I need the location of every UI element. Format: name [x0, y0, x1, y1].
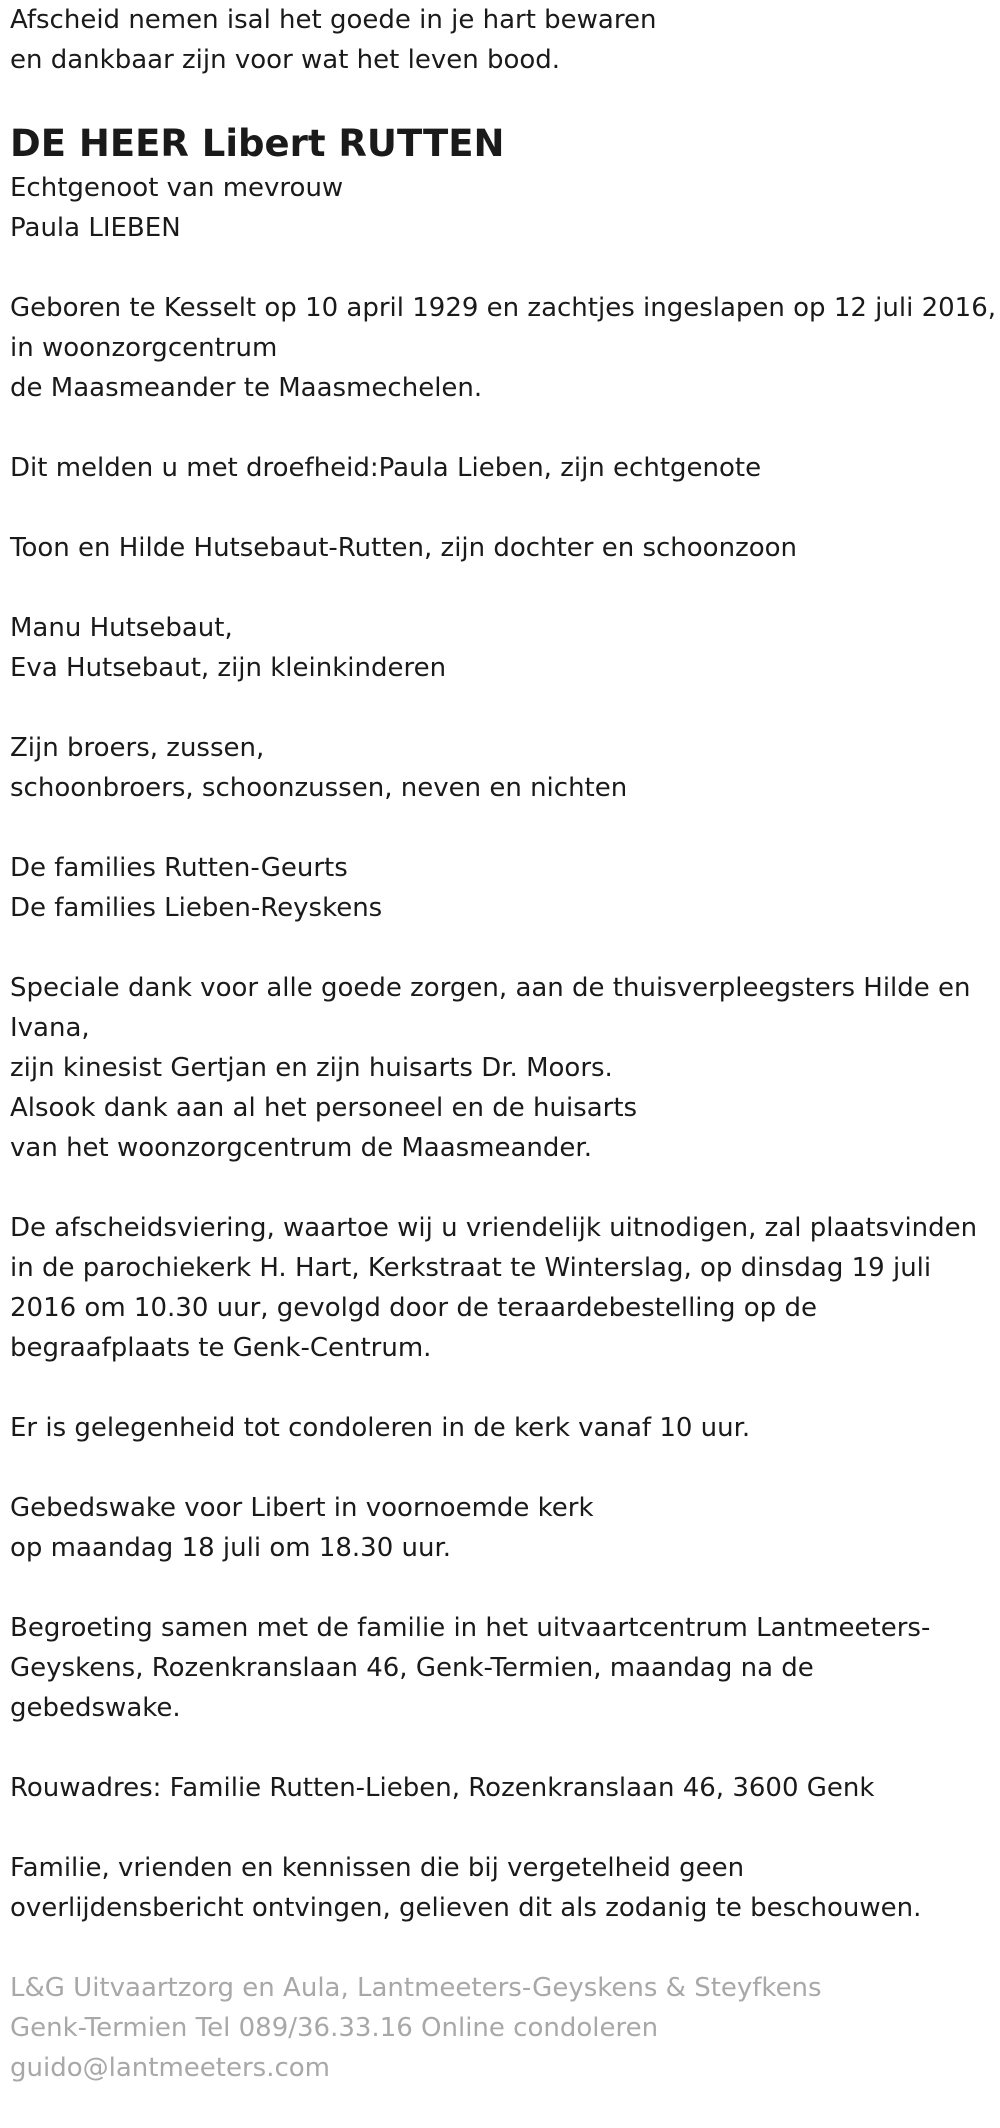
wake-section	[10, 1488, 995, 1568]
families-section	[10, 848, 995, 928]
thanks-line: Speciale dank voor alle goede zorgen, aan de thuisverpleegsters Hilde en	[10, 973, 971, 1003]
obituary-page	[10, 0, 995, 2128]
greeting-section	[10, 1608, 995, 1728]
condolence-section	[10, 1408, 995, 1448]
announcement-line: Dit melden u met droefheid:Paula Lieben, zijn echtgenote	[10, 453, 762, 483]
announcement-section	[10, 448, 995, 488]
greeting-line: Geyskens, Rozenkranslaan 46, Genk-Termien, maandag na de	[10, 1653, 814, 1683]
grandchildren-line: Manu Hutsebaut,	[10, 613, 233, 643]
address-line: Rouwadres: Familie Rutten-Lieben, Rozenkranslaan 46, 3600 Genk	[10, 1773, 875, 1803]
siblings-line: schoonbroers, schoonzussen, neven en nichten	[10, 773, 628, 803]
notice-section	[10, 1848, 995, 1928]
deceased-section	[10, 120, 995, 248]
birth-death-line: Geboren te Kesselt op 10 april 1929 en zachtjes ingeslapen op 12 juli 2016,	[10, 293, 997, 323]
footer-line: L&G Uitvaartzorg en Aula, Lantmeeters-Geyskens & Steyfkens	[10, 1973, 822, 2003]
siblings-section	[10, 728, 995, 808]
address-section	[10, 1768, 995, 1808]
ceremony-line: in de parochiekerk H. Hart, Kerkstraat te Winterslag, op dinsdag 19 juli	[10, 1253, 932, 1283]
grandchildren-line: Eva Hutsebaut, zijn kleinkinderen	[10, 653, 447, 683]
deceased-name: DE HEER Libert RUTTEN	[10, 122, 505, 165]
opening-verse	[10, 0, 995, 80]
wake-line: Gebedswake voor Libert in voornoemde kerk	[10, 1493, 594, 1523]
children-section	[10, 528, 995, 568]
notice-line: Familie, vrienden en kennissen die bij vergetelheid geen	[10, 1853, 745, 1883]
condolence-line: Er is gelegenheid tot condoleren in de kerk vanaf 10 uur.	[10, 1413, 751, 1443]
siblings-line: Zijn broers, zussen,	[10, 733, 265, 763]
ceremony-line: De afscheidsviering, waartoe wij u vriendelijk uitnodigen, zal plaatsvinden	[10, 1213, 978, 1243]
birth-death-line: de Maasmeander te Maasmechelen.	[10, 373, 483, 403]
ceremony-section	[10, 1208, 995, 1368]
birth-death-section	[10, 288, 995, 408]
notice-line: overlijdensbericht ontvingen, gelieven dit als zodanig te beschouwen.	[10, 1893, 922, 1923]
verse-line: en dankbaar zijn voor wat het leven bood.	[10, 45, 561, 75]
families-line: De families Lieben-Reyskens	[10, 893, 383, 923]
ceremony-line: 2016 om 10.30 uur, gevolgd door de teraardebestelling op de	[10, 1293, 817, 1323]
verse-line: Afscheid nemen isal het goede in je hart bewaren	[10, 5, 657, 35]
thanks-section	[10, 968, 995, 1168]
spouse-line: Echtgenoot van mevrouw	[10, 173, 344, 203]
greeting-line: Begroeting samen met de familie in het uitvaartcentrum Lantmeeters-	[10, 1613, 931, 1643]
thanks-line: Ivana,	[10, 1013, 90, 1043]
funeral-home-footer	[10, 1968, 995, 2088]
wake-line: op maandag 18 juli om 18.30 uur.	[10, 1533, 452, 1563]
families-line: De families Rutten-Geurts	[10, 853, 348, 883]
grandchildren-section	[10, 608, 995, 688]
greeting-line: gebedswake.	[10, 1693, 181, 1723]
thanks-line: Alsook dank aan al het personeel en de huisarts	[10, 1093, 638, 1123]
thanks-line: zijn kinesist Gertjan en zijn huisarts Dr. Moors.	[10, 1053, 613, 1083]
children-line: Toon en Hilde Hutsebaut-Rutten, zijn dochter en schoonzoon	[10, 533, 798, 563]
ceremony-line: begraafplaats te Genk-Centrum.	[10, 1333, 432, 1363]
footer-line: Genk-Termien Tel 089/36.33.16 Online condoleren	[10, 2013, 659, 2043]
spouse-line: Paula LIEBEN	[10, 213, 181, 243]
thanks-line: van het woonzorgcentrum de Maasmeander.	[10, 1133, 592, 1163]
birth-death-line: in woonzorgcentrum	[10, 333, 278, 363]
footer-email: guido@lantmeeters.com	[10, 2053, 330, 2083]
